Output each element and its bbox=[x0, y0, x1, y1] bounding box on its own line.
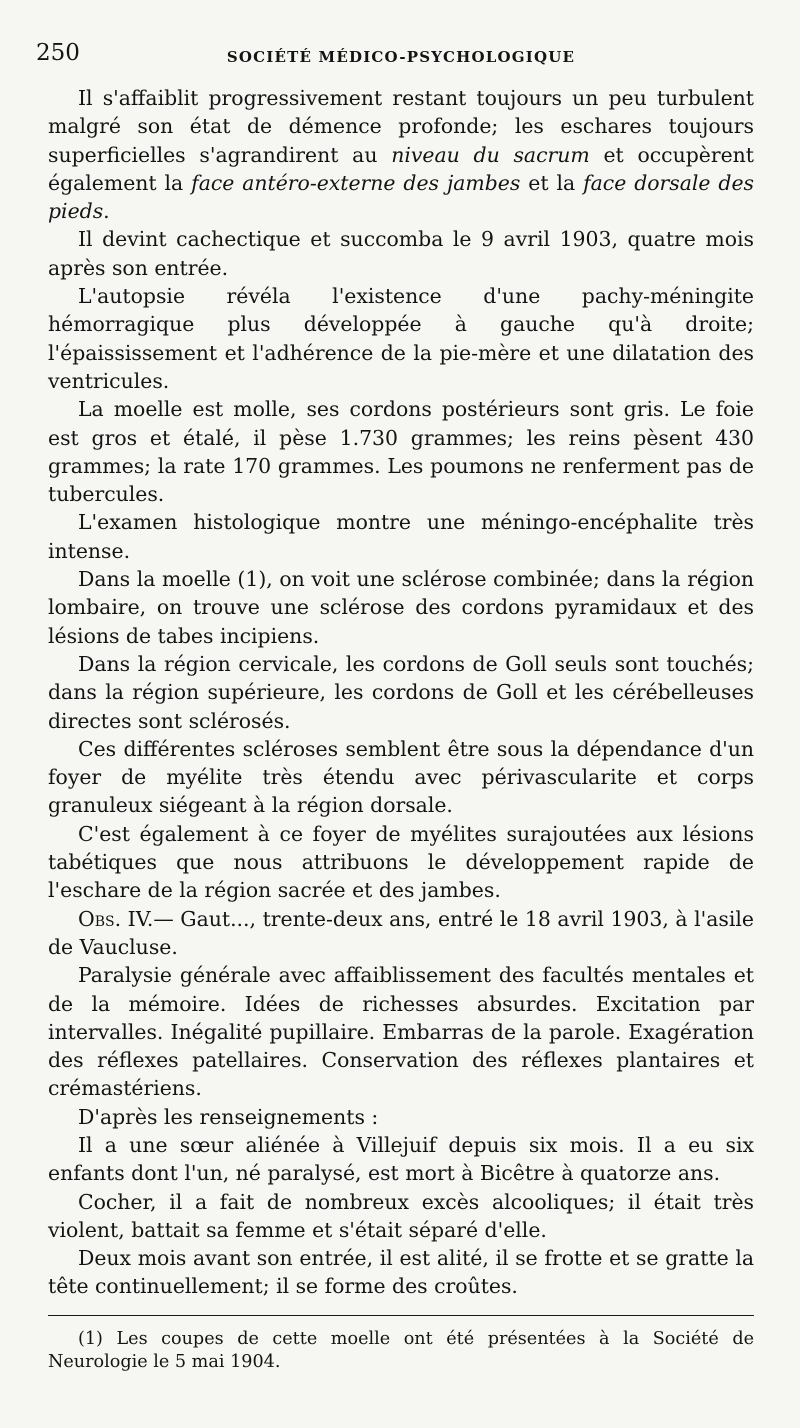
paragraph: Cocher, il a fait de nombreux excès alcooliques; il était très violent, battait sa femme et s'était séparé d'elle. bbox=[48, 1189, 754, 1242]
observation-heading-paragraph bbox=[48, 905, 754, 962]
paragraph: Paralysie générale avec affaiblissement des facultés mentales et de la mémoire. Idées de richesses absurdes. Excitation par intervalles. Inégalité pupillaire. Embarras de la parole. Exagération des réflexes patellaires. Conservation des réflexes plantaires et crémastériens. bbox=[48, 963, 754, 1101]
paragraph: D'après les renseignements : bbox=[78, 1104, 379, 1129]
text-run: et la bbox=[520, 170, 584, 195]
paragraph: Il a une sœur aliénée à Villejuif depuis six mois. Il a eu six enfants dont l'un, né paralysé, est mort à Bicêtre à quatorze ans. bbox=[48, 1132, 754, 1186]
footnote bbox=[48, 1328, 754, 1374]
paragraph: C'est également à ce foyer de myélites surajoutées aux lésions tabétiques que nous attribuons le développement rapide de l'eschare de la région sacrée et des jambes. bbox=[48, 821, 754, 903]
paragraph: Dans la moelle (1), on voit une sclérose combinée; dans la région lombaire, on trouve une sclérose des cordons pyramidaux et des lésions de tabes incipiens. bbox=[48, 567, 754, 648]
page-header bbox=[36, 40, 754, 80]
page-number: 250 bbox=[36, 40, 80, 66]
italic-text: face antéro-externe des jambes bbox=[191, 170, 521, 195]
text-run: et occupèrent également la bbox=[48, 142, 754, 195]
text-run: — Gaut..., trente-deux ans, entré le 18 avril 1903, à l'asile de Vaucluse. bbox=[48, 906, 754, 959]
body-text bbox=[48, 84, 754, 1301]
paragraph: Deux mois avant son entrée, il est alité, il se frotte et se gratte la tête continuellement; il se forme des croûtes. bbox=[48, 1246, 754, 1299]
footnote-text: (1) Les coupes de cette moelle ont été présentées à la Société de Neurologie le 5 mai 1904. bbox=[48, 1328, 754, 1372]
paragraph: Dans la région cervicale, les cordons de Goll seuls sont touchés; dans la région supérieure, les cordons de Goll et les cérébelleuses directes sont sclérosés. bbox=[48, 651, 754, 733]
text-run: . bbox=[103, 199, 110, 224]
observation-label: Obs. IV. bbox=[78, 906, 154, 931]
italic-text: face dorsale des pieds bbox=[48, 170, 754, 224]
paragraph: L'examen histologique montre une méningo-encéphalite très intense. bbox=[48, 510, 754, 563]
italic-text: niveau du sacrum bbox=[391, 142, 590, 167]
text-run: Il s'affaiblit progressivement restant toujours un peu turbulent malgré son état de démence profonde; les eschares toujours superficielles s'agrandirent au bbox=[48, 86, 754, 167]
paragraph: La moelle est molle, ses cordons postérieurs sont gris. Le foie est gros et étalé, il pèse 1.730 grammes; les reins pèsent 430 grammes; la rate 170 grammes. Les poumons ne renferment pas de tubercules. bbox=[48, 397, 754, 507]
paragraph: Ces différentes scléroses semblent être sous la dépendance d'un foyer de myélite très étendu avec périvascularite et corps granuleux siégeant à la région dorsale. bbox=[48, 736, 754, 818]
paragraph: Il devint cachectique et succomba le 9 avril 1903, quatre mois après son entrée. bbox=[48, 227, 754, 280]
footnote-rule bbox=[48, 1315, 754, 1316]
paragraph bbox=[48, 84, 754, 225]
paragraph: L'autopsie révéla l'existence d'une pachy-méningite hémorragique plus développée à gauche qu'à droite; l'épaississement et l'adhérence de la pie-mère et une dilatation des ventricules. bbox=[48, 284, 754, 393]
running-title: SOCIÉTÉ MÉDICO-PSYCHOLOGIQUE bbox=[226, 48, 576, 66]
